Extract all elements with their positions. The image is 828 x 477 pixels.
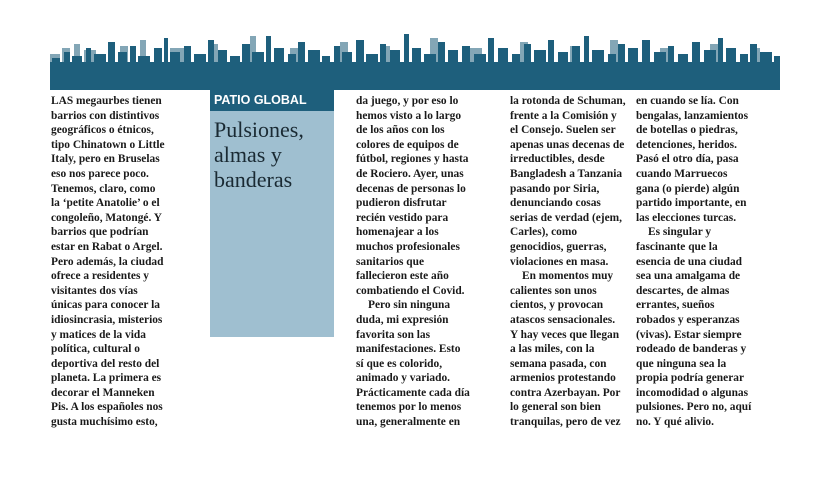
sidebar-divider: [210, 394, 334, 395]
skyline-band: [50, 62, 780, 90]
city-skyline-banner: [50, 18, 780, 90]
article-column-1: [51, 94, 201, 430]
article-column-4: [636, 94, 786, 430]
dateline-place: BRUSELAS: [214, 401, 283, 415]
article-column-2: [356, 94, 504, 430]
column-4-paragraph-2: Es singular y fascinante que la esencia de una ciudad sea una amalgama de descartes, de almas errantes, sueños robados y esperanzas (vivas). Estar siempre rodeado de banderas y que ninguna sea la propia podría generar incomodidad o algunas pulsiones. Pero no, aquí no. Y qué alivio.: [636, 226, 752, 429]
article-header-box: [210, 89, 334, 415]
column-1-paragraph-1: LAS megaurbes tienen barrios con distintivos geográficos o étnicos, tipo Chinatown o Little Italy, pero en Bruselas eso nos parece poco. Tenemos, claro, como la ‘petite Anatolie’ o el congoleño, Matongé. Y barrios que podrían estar en Rabat o Argel. Pero además, la ciudad ofrece a residentes y visitantes dos vías únicas para conocer la idiosincrasia, misterios y matices de la vida política, cultural o deportiva del resto del planeta. La primera es decorar el Manneken Pis. A los españoles nos gusta muchísimo esto,: [51, 95, 165, 429]
column-3-paragraph-2: En momentos muy calientes son unos cientos, y provocan atascos sensacionales. Y hay veces que llegan a las miles, con la semana pasada, con armenios protestando contra Azerbayan. Por lo general son bien tranquilas, pero de vez: [510, 270, 621, 429]
column-2-paragraph-2: Pero sin ninguna duda, mi expresión favorita son las manifestaciones. Esto sí que es colorido, animado y variado. Prácticamente cada día tenemos por lo menos una, generalmente en: [356, 299, 470, 429]
column-2-paragraph-1: da juego, y por eso lo hemos visto a lo largo de los años con los colores de equipos de fútbol, regiones y hasta de Rociero. Ayer, unas decenas de personas lo pudieron disfrutar recién vestido para homenajear a los muchos profesionales sanitarios que fallecieron este año combatiendo el Covid.: [356, 95, 469, 297]
author-byline: POR PABLO R. SUANZES: [214, 357, 275, 380]
article-column-3: [510, 94, 638, 430]
column-4-paragraph-1: en cuando se lía. Con bengalas, lanzamientos de botellas o piedras, detenciones, heridos. Pasó el otro día, pasa cuando Marruecos gana (o pierde) algún partido importante, en las elecciones turcas.: [636, 95, 749, 224]
section-kicker: PATIO GLOBAL: [210, 89, 334, 111]
skyline-foreground: [52, 34, 780, 64]
column-3-paragraph-1: la rotonda de Schuman, frente a la Comisión y el Consejo. Suelen ser apenas unas decenas de irreductibles, desde Bangladesh a Tanzania pasando por Siria, denunciando cosas serias de verdad (ejem, Carles), como genocidios, guerras, violaciones en masa.: [510, 95, 626, 268]
article-title: Pulsiones, almas y banderas: [214, 117, 304, 192]
